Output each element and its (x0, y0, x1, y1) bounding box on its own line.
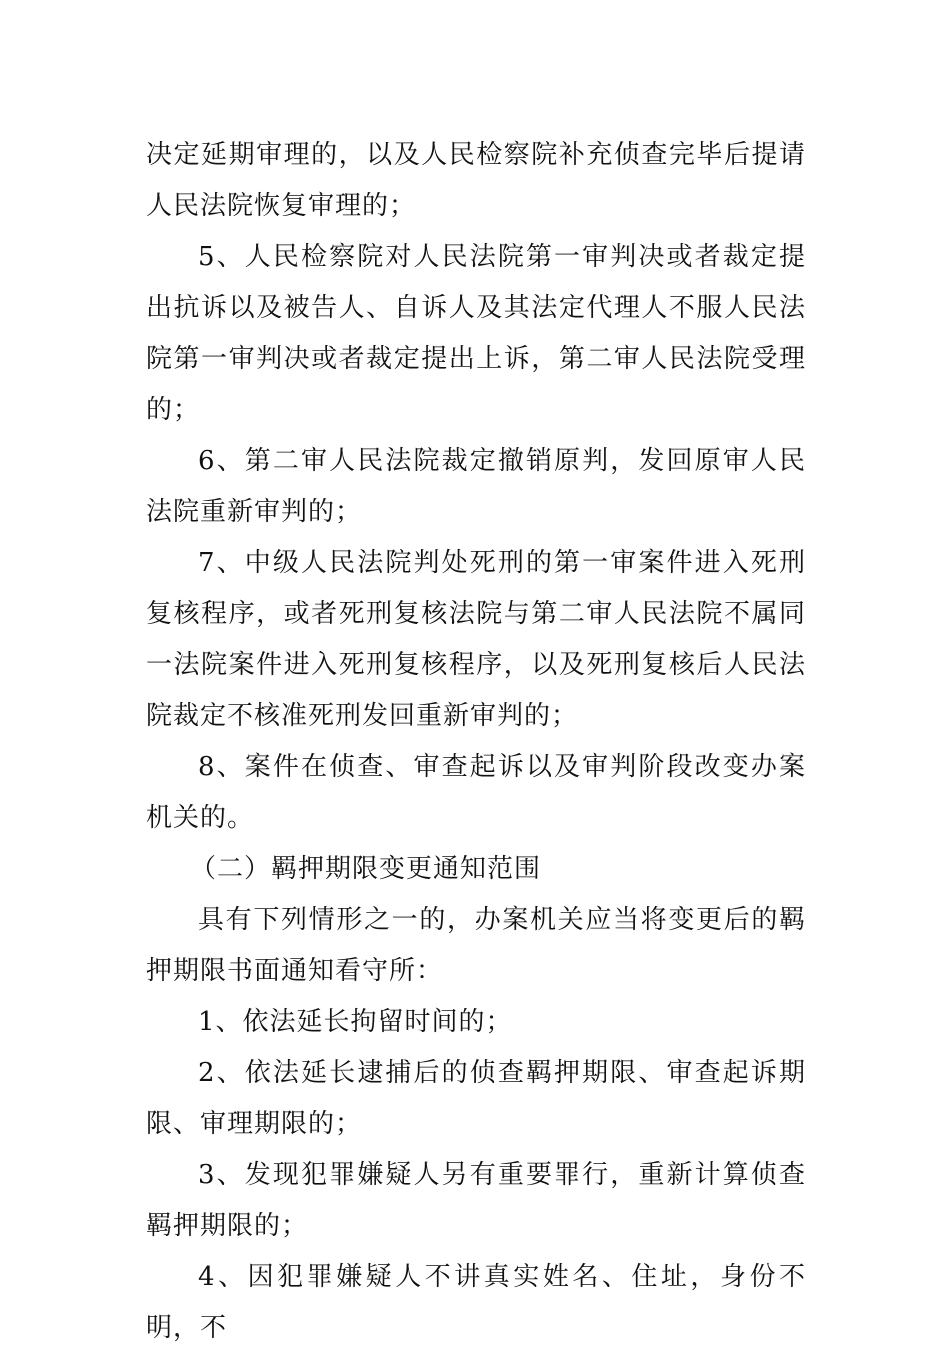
paragraph-item-8: 8、案件在侦查、审查起诉以及审判阶段改变办案机关的。 (146, 752, 806, 833)
paragraph-list-item-2: 2、依法延长逮捕后的侦查羁押期限、审查起诉期限、审理期限的； (146, 1058, 806, 1139)
paragraph-list-item-4: 4、因犯罪嫌疑人不讲真实姓名、住址，身份不明，不 (146, 1262, 806, 1343)
paragraph-item-5: 5、人民检察院对人民法院第一审判决或者裁定提出抗诉以及被告人、自诉人及其法定代理人不服人民法院第一审判决或者裁定提出上诉，第二审人民法院受理的； (146, 242, 806, 425)
section-heading: （二）羁押期限变更通知范围 (190, 854, 542, 884)
paragraph-list-item-1: 1、依法延长拘留时间的； (198, 1007, 513, 1037)
paragraph-list-item-3: 3、发现犯罪嫌疑人另有重要罪行，重新计算侦查羁押期限的； (146, 1160, 806, 1241)
document-body (146, 130, 806, 1354)
paragraph-continuation: 决定延期审理的，以及人民检察院补充侦查完毕后提请人民法院恢复审理的； (146, 140, 806, 221)
paragraph-item-7: 7、中级人民法院判处死刑的第一审案件进入死刑复核程序，或者死刑复核法院与第二审人民法院不属同一法院案件进入死刑复核程序，以及死刑复核后人民法院裁定不核准死刑发回重新审判的； (146, 548, 806, 731)
paragraph-item-6: 6、第二审人民法院裁定撤销原判，发回原审人民法院重新审判的； (146, 446, 806, 527)
paragraph-intro: 具有下列情形之一的，办案机关应当将变更后的羁押期限书面通知看守所： (146, 905, 806, 986)
